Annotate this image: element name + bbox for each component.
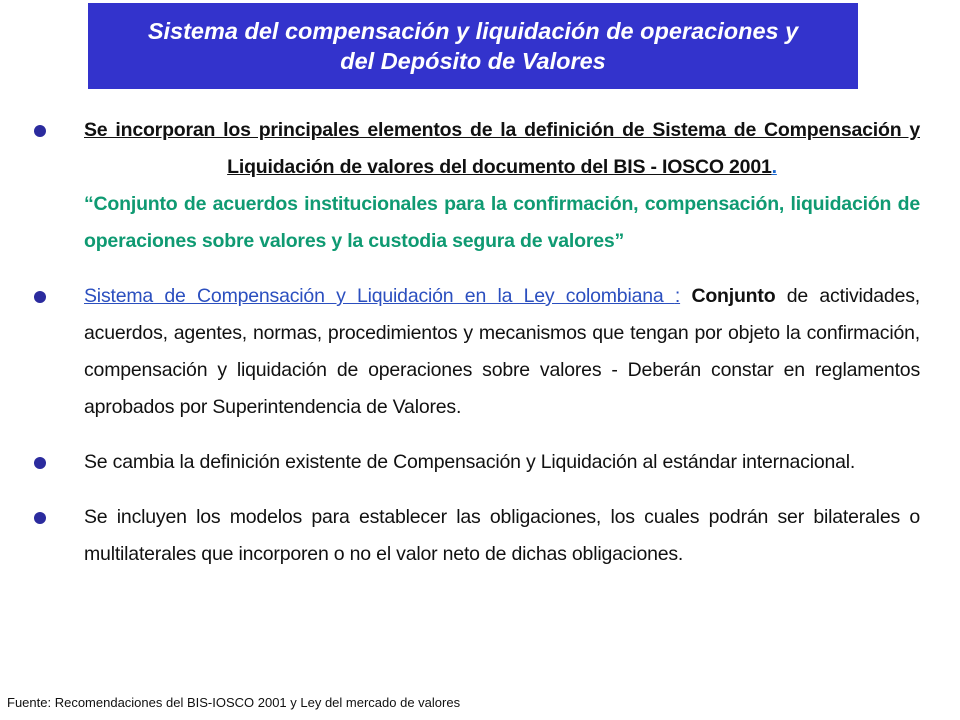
bullet-paragraph: [84, 278, 920, 426]
modelos-text: Se incluyen los modelos para establecer las obligaciones, los cuales podrán ser bilaterales o multilaterales que incorporen o no el valor neto de dichas obligaciones.: [84, 506, 920, 565]
bullet-dot-icon: [34, 291, 46, 303]
ley-colombiana-colon: :: [674, 285, 681, 307]
bullet-item-bis-iosco: [30, 112, 920, 260]
bullet-list: [30, 112, 920, 591]
bullet-item-estandar: [30, 444, 920, 481]
slide-title-line-2: del Depósito de Valores: [340, 48, 606, 74]
bis-iosco-period: .: [771, 156, 777, 178]
bullet-item-ley-colombiana: [30, 278, 920, 426]
bullet-dot-icon: [34, 457, 46, 469]
source-footnote: Fuente: Recomendaciones del BIS-IOSCO 2001 y Ley del mercado de valores: [7, 695, 461, 710]
bis-iosco-quote: “Conjunto de acuerdos institucionales para la confirmación, compensación, liquidación de operaciones sobre valores y la custodia segura de valores”: [84, 193, 920, 252]
ley-colombiana-lead: Conjunto: [680, 285, 776, 307]
bullet-dot-icon: [34, 512, 46, 524]
estandar-text: Se cambia la definición existente de Compensación y Liquidación al estándar internacional.: [84, 451, 856, 473]
bullet-dot-icon: [34, 125, 46, 137]
bullet-paragraph: [84, 112, 920, 186]
bis-iosco-definition-text: Se incorporan los principales elementos de la definición de Sistema de Compensación y Liquidación de valores del documento del BIS - IOSCO 2001: [84, 119, 920, 178]
ley-colombiana-link[interactable]: Sistema de Compensación y Liquidación en la Ley colombiana: [84, 285, 675, 307]
slide-title-banner: [88, 3, 858, 89]
bullet-item-modelos: [30, 499, 920, 573]
slide-title-line-1: Sistema del compensación y liquidación de operaciones y: [147, 18, 799, 44]
ley-colombiana-text: de actividades, acuerdos, agentes, normas, procedimientos y mecanismos que tengan por objeto la confirmación, compensación y liquidación de operaciones sobre valores - Deberán constar en reglamentos aprobados por Superintendencia de Valores.: [84, 285, 920, 418]
